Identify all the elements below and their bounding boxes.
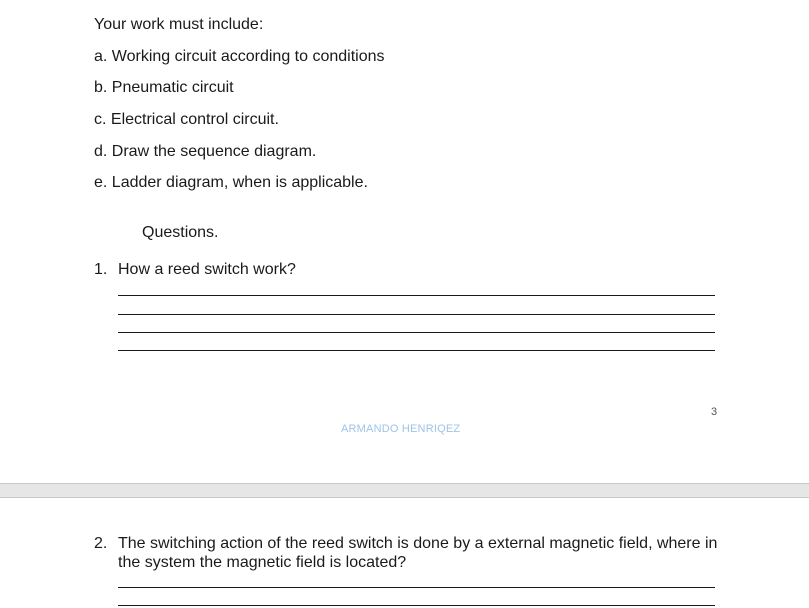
page-number: 3 xyxy=(711,406,718,418)
question-text: How a reed switch work? xyxy=(118,261,296,278)
requirement-item: a. Working circuit according to conditions xyxy=(94,48,385,65)
question-text-continued: the system the magnetic field is located? xyxy=(118,554,407,571)
question-text: The switching action of the reed switch is done by a external magnetic field, where in xyxy=(118,535,718,552)
answer-line xyxy=(118,295,715,296)
intro-text: Your work must include: xyxy=(94,16,264,33)
answer-line xyxy=(118,332,715,333)
requirement-item: b. Pneumatic circuit xyxy=(94,79,234,96)
answer-line xyxy=(118,587,715,588)
answer-line xyxy=(118,314,715,315)
questions-heading: Questions. xyxy=(142,224,219,241)
requirement-item: e. Ladder diagram, when is applicable. xyxy=(94,174,368,191)
document-page-4 xyxy=(0,498,809,608)
question-number: 2. xyxy=(94,535,108,552)
page-separator xyxy=(0,483,809,498)
requirement-item: c. Electrical control circuit. xyxy=(94,111,279,128)
answer-line xyxy=(118,350,715,351)
requirement-item: d. Draw the sequence diagram. xyxy=(94,143,317,160)
question-number: 1. xyxy=(94,261,108,278)
answer-line xyxy=(118,605,715,606)
footer-author: ARMANDO HENRIQEZ xyxy=(341,423,461,435)
